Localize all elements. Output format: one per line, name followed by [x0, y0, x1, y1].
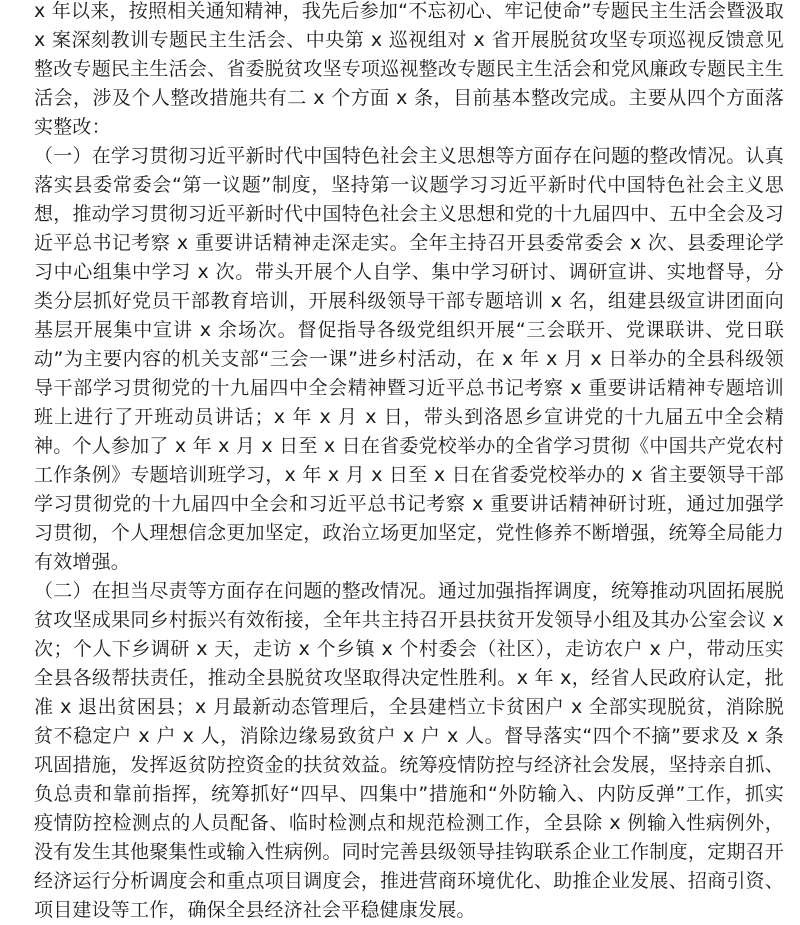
paragraph-section-1: （一）在学习贯彻习近平新时代中国特色社会主义思想等方面存在问题的整改情况。认真落实县委常委会“第一议题”制度，坚持第一议题学习习近平新时代中国特色社会主义思想，推动学习贯彻习近平新时代中国特色社会主义思想和党的十九届四中、五中全会及习近平总书记考察 x 重要讲话精神走深走实。全年主持召开县委常委会 x 次、县委理论学习中心组集中学习 x 次。带头开展个人自学、集中学习研讨、调研宣讲、实地督导，分类分层抓好党员干部教育培训，开展科级领导干部专题培训 x 名，组建县级宣讲团面向基层开展集中宣讲 x 余场次。督促指导各级党组织开展“三会联开、党课联讲、党日联动”为主要内容的机关支部“三会一课”进乡村活动，在 x 年 x 月 x 日举办的全县科级领导干部学习贯彻党的十九届四中全会精神暨习近平总书记考察 x 重要讲话精神专题培训班上进行了开班动员讲话；x 年 x 月 x 日，带头到洛恩乡宣讲党的十九届五中全会精神。个人参加了 x 年 x 月 x 日至 x 日在省委党校举办的全省学习贯彻《中国共产党农村工作条例》专题培训班学习，x 年 x 月 x 日至 x 日在省委党校举办的 x 省主要领导干部学习贯彻党的十九届四中全会和习近平总书记考察 x 重要讲话精神研讨班，通过加强学习贯彻，个人理想信念更加坚定，政治立场更加坚定，党性修养不断增强，统筹全局能力有效增强。: [34, 145, 784, 573]
paragraph-intro: x 年以来，按照相关通知精神，我先后参加“不忘初心、牢记使命”专题民主生活会暨汲取 x 案深刻教训专题民主生活会、中央第 x 巡视组对 x 省开展脱贫攻坚专项巡视反馈意见整改专题民主生活会、省委脱贫攻坚专项巡视整改专题民主生活会和党风廉政专题民主生活会，涉及个人整改措施共有二 x 个方面 x 条，目前基本整改完成。主要从四个方面落实整改：: [34, 0, 784, 138]
document-body: [34, 0, 784, 925]
paragraph-section-2: （二）在担当尽责等方面存在问题的整改情况。通过加强指挥调度，统筹推动巩固拓展脱贫攻坚成果同乡村振兴有效衔接，全年共主持召开县扶贫开发领导小组及其办公室会议 x 次；个人下乡调研 x 天，走访 x 个乡镇 x 个村委会（社区），走访农户 x 户，带动压实全县各级帮扶责任，推动全县脱贫攻坚取得决定性胜利。x 年 x，经省人民政府认定，批准 x 退出贫困县；x 月最新动态管理后，全县建档立卡贫困户 x 全部实现脱贫，消除脱贫不稳定户 x 户 x 人，消除边缘易致贫户 x 户 x 人。督导落实“四个不摘”要求及 x 条巩固措施，发挥返贫防控资金的扶贫效益。统筹疫情防控与经济社会发展，坚持亲自抓、负总责和靠前指挥，统筹抓好“四早、四集中”措施和“外防输入、内防反弹”工作，抓实疫情防控检测点的人员配备、临时检测点和规范检测工作，全县除 x 例输入性病例外，没有发生其他聚集性或输入性病例。同时完善县级领导挂钩联系企业工作制度，定期召开经济运行分析调度会和重点项目调度会，推进营商环境优化、助推企业发展、招商引资、项目建设等工作，确保全县经济社会平稳健康发展。: [34, 580, 784, 921]
